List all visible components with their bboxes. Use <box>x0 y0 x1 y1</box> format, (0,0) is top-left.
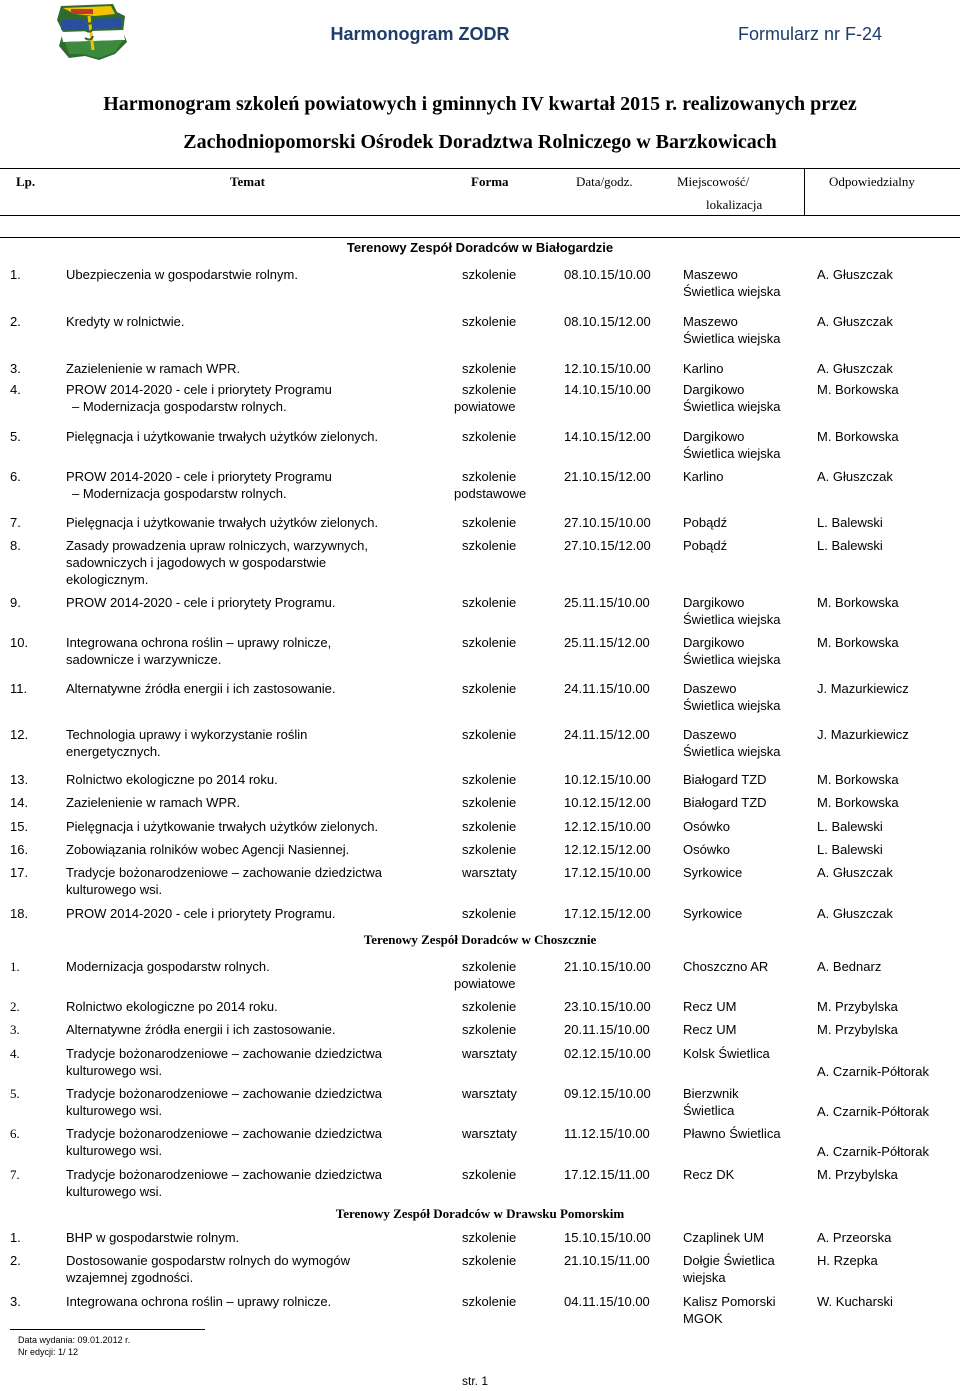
row-topic: – Modernizacja gospodarstw rolnych. <box>72 486 287 501</box>
row-number: 15. <box>10 819 29 834</box>
row-date: 17.12.15/12.00 <box>564 906 651 921</box>
row-number: 2. <box>10 314 21 329</box>
row-topic: Kredyty w rolnictwie. <box>66 314 185 329</box>
row-date: 25.11.15/12.00 <box>564 635 650 650</box>
row-location: Świetlica wiejska <box>683 652 781 667</box>
zodr-logo-icon <box>55 2 130 62</box>
row-date: 24.11.15/12.00 <box>564 727 650 742</box>
row-responsible: M. Borkowska <box>817 635 899 650</box>
row-location: Syrkowice <box>683 865 743 880</box>
row-date: 15.10.15/10.00 <box>564 1230 651 1245</box>
row-number: 13. <box>10 772 29 787</box>
row-form: szkolenie <box>462 727 517 742</box>
row-date: 14.10.15/10.00 <box>564 382 651 397</box>
row-topic: Rolnictwo ekologiczne po 2014 roku. <box>66 999 278 1014</box>
row-number: 4. <box>10 382 21 397</box>
row-topic: Modernizacja gospodarstw rolnych. <box>66 959 270 974</box>
row-topic: kulturowego wsi. <box>66 1063 163 1078</box>
row-topic: PROW 2014-2020 - cele i priorytety Programu. <box>66 595 336 610</box>
row-topic: PROW 2014-2020 - cele i priorytety Programu <box>66 382 332 397</box>
row-date: 12.12.15/12.00 <box>564 842 651 857</box>
row-responsible: L. Balewski <box>817 819 883 834</box>
page-number: str. 1 <box>462 1374 489 1388</box>
row-date: 20.11.15/10.00 <box>564 1022 650 1037</box>
row-topic: energetycznych. <box>66 744 161 759</box>
row-responsible: L. Balewski <box>817 538 883 553</box>
row-form: warsztaty <box>462 1086 517 1101</box>
row-location: Maszewo <box>683 314 738 329</box>
row-form: szkolenie <box>462 267 517 282</box>
row-location: Kalisz Pomorski <box>683 1294 776 1309</box>
row-form: szkolenie <box>462 469 517 484</box>
column-header-lp: Lp. <box>16 174 36 189</box>
row-location: Świetlica <box>683 1103 735 1118</box>
footer-edition: Nr edycji: 1/ 12 <box>18 1347 79 1357</box>
row-topic: Pielęgnacja i użytkowanie trwałych użytków zielonych. <box>66 819 379 834</box>
row-form: szkolenie <box>462 314 517 329</box>
row-topic: Integrowana ochrona roślin – uprawy rolnicze. <box>66 1294 332 1309</box>
row-date: 25.11.15/10.00 <box>564 595 650 610</box>
row-location: Recz UM <box>683 1022 737 1037</box>
row-location: Białogard TZD <box>683 795 767 810</box>
row-responsible: A. Głuszczak <box>817 314 893 329</box>
row-location: Maszewo <box>683 267 738 282</box>
row-form: szkolenie <box>462 595 517 610</box>
row-topic: Alternatywne źródła energii i ich zastosowanie. <box>66 681 336 696</box>
row-date: 04.11.15/10.00 <box>564 1294 650 1309</box>
row-topic: Pielęgnacja i użytkowanie trwałych użytków zielonych. <box>66 429 379 444</box>
row-location: Świetlica wiejska <box>683 399 781 414</box>
row-responsible: J. Mazurkiewicz <box>817 727 909 742</box>
row-number: 14. <box>10 795 29 810</box>
row-date: 11.12.15/10.00 <box>564 1126 650 1141</box>
row-topic: kulturowego wsi. <box>66 882 163 897</box>
row-topic: Tradycje bożonarodzeniowe – zachowanie dziedzictwa <box>66 1086 383 1101</box>
row-form: szkolenie <box>462 635 517 650</box>
section-top-border <box>0 237 960 238</box>
row-location: Karlino <box>683 469 724 484</box>
row-responsible: A. Czarnik-Półtorak <box>817 1104 929 1119</box>
footer-rule <box>10 1329 205 1330</box>
row-topic: Dostosowanie gospodarstw rolnych do wymogów <box>66 1253 350 1268</box>
row-date: 27.10.15/12.00 <box>564 538 651 553</box>
row-form: warsztaty <box>462 1046 517 1061</box>
row-location: Świetlica wiejska <box>683 331 781 346</box>
row-topic: BHP w gospodarstwie rolnym. <box>66 1230 240 1245</box>
row-location: Świetlica wiejska <box>683 744 781 759</box>
row-location: wiejska <box>683 1270 726 1285</box>
row-date: 02.12.15/10.00 <box>564 1046 651 1061</box>
row-form: szkolenie <box>462 429 517 444</box>
row-topic: Integrowana ochrona roślin – uprawy rolnicze, <box>66 635 332 650</box>
row-topic: Zazielenienie w ramach WPR. <box>66 361 241 376</box>
row-topic: kulturowego wsi. <box>66 1103 163 1118</box>
row-date: 14.10.15/12.00 <box>564 429 651 444</box>
row-responsible: W. Kucharski <box>817 1294 893 1309</box>
row-location: Choszczno AR <box>683 959 769 974</box>
row-date: 21.10.15/11.00 <box>564 1253 650 1268</box>
row-form: szkolenie <box>462 819 517 834</box>
row-date: 24.11.15/10.00 <box>564 681 650 696</box>
row-form: warsztaty <box>462 1126 517 1141</box>
row-location: Dargikowo <box>683 595 745 610</box>
row-topic: PROW 2014-2020 - cele i priorytety Programu <box>66 469 332 484</box>
row-responsible: M. Borkowska <box>817 382 899 397</box>
row-form: szkolenie <box>462 1022 517 1037</box>
row-responsible: H. Rzepka <box>817 1253 878 1268</box>
row-form: szkolenie <box>462 999 517 1014</box>
row-responsible: M. Przybylska <box>817 999 898 1014</box>
row-date: 12.10.15/10.00 <box>564 361 651 376</box>
row-location: Świetlica wiejska <box>683 284 781 299</box>
row-location: Kolsk Świetlica <box>683 1046 770 1061</box>
row-form: szkolenie <box>462 361 517 376</box>
document-header <box>0 0 960 64</box>
row-form: szkolenie <box>462 795 517 810</box>
row-responsible: L. Balewski <box>817 515 883 530</box>
row-form: szkolenie <box>462 382 517 397</box>
row-responsible: A. Głuszczak <box>817 865 893 880</box>
row-responsible: M. Borkowska <box>817 429 899 444</box>
row-topic: sadownicze i warzywnicze. <box>66 652 222 667</box>
table-header-bottom-border <box>0 215 960 216</box>
row-location: Osówko <box>683 819 730 834</box>
row-number: 3. <box>10 361 21 376</box>
row-responsible: A. Czarnik-Półtorak <box>817 1064 929 1079</box>
column-header-odpowiedzialny: Odpowiedzialny <box>829 174 915 189</box>
row-date: 21.10.15/10.00 <box>564 959 651 974</box>
row-topic: wzajemnej zgodności. <box>66 1270 194 1285</box>
header-title: Harmonogram ZODR <box>330 24 510 44</box>
row-topic: Tradycje bożonarodzeniowe – zachowanie dziedzictwa <box>66 865 383 880</box>
row-number: 4. <box>10 1046 20 1061</box>
row-number: 5. <box>10 429 21 444</box>
row-location: Świetlica wiejska <box>683 612 781 627</box>
row-number: 7. <box>10 515 21 530</box>
row-topic: Tradycje bożonarodzeniowe – zachowanie dziedzictwa <box>66 1046 383 1061</box>
row-number: 5. <box>10 1086 20 1101</box>
row-number: 2. <box>10 999 20 1014</box>
row-number: 6. <box>10 1126 20 1141</box>
row-date: 08.10.15/12.00 <box>564 314 651 329</box>
row-responsible: A. Bednarz <box>817 959 882 974</box>
row-form: szkolenie <box>462 1253 517 1268</box>
row-topic: Tradycje bożonarodzeniowe – zachowanie dziedzictwa <box>66 1167 383 1182</box>
row-responsible: A. Głuszczak <box>817 469 893 484</box>
row-form: warsztaty <box>462 865 517 880</box>
row-number: 3. <box>10 1294 21 1309</box>
row-form: szkolenie <box>462 906 517 921</box>
row-location: Recz UM <box>683 999 737 1014</box>
row-responsible: M. Borkowska <box>817 772 899 787</box>
row-location: Osówko <box>683 842 730 857</box>
row-location: Daszewo <box>683 681 737 696</box>
row-number: 1. <box>10 959 20 974</box>
column-divider <box>804 168 805 215</box>
row-location: Syrkowice <box>683 906 743 921</box>
row-location: Bierzwnik <box>683 1086 739 1101</box>
row-location: Pobądź <box>683 515 728 530</box>
column-header-miejsce-line-1: Miejscowość/ <box>677 174 750 189</box>
row-location: Daszewo <box>683 727 737 742</box>
row-date: 27.10.15/10.00 <box>564 515 651 530</box>
row-topic: Rolnictwo ekologiczne po 2014 roku. <box>66 772 278 787</box>
row-responsible: L. Balewski <box>817 842 883 857</box>
column-header-forma: Forma <box>471 174 509 189</box>
row-number: 9. <box>10 595 21 610</box>
row-form: szkolenie <box>462 959 517 974</box>
row-topic: kulturowego wsi. <box>66 1143 163 1158</box>
row-topic: PROW 2014-2020 - cele i priorytety Programu. <box>66 906 336 921</box>
row-topic: Zobowiązania rolników wobec Agencji Nasiennej. <box>66 842 350 857</box>
row-location: Świetlica wiejska <box>683 446 781 461</box>
section-heading-bialogard: Terenowy Zespół Doradców w Białogardzie <box>346 240 614 255</box>
row-responsible: A. Głuszczak <box>817 267 893 282</box>
row-responsible: M. Przybylska <box>817 1022 898 1037</box>
row-date: 10.12.15/10.00 <box>564 772 651 787</box>
footer-issue-date: Data wydania: 09.01.2012 r. <box>18 1335 131 1345</box>
row-location: Czaplinek UM <box>683 1230 764 1245</box>
row-location: Świetlica wiejska <box>683 698 781 713</box>
row-form: szkolenie <box>462 681 517 696</box>
row-location: Recz DK <box>683 1167 735 1182</box>
row-location: Dargikowo <box>683 429 745 444</box>
row-topic: Zasady prowadzenia upraw rolniczych, warzywnych, <box>66 538 369 553</box>
row-location: Dargikowo <box>683 635 745 650</box>
document-title-line-1: Harmonogram szkoleń powiatowych i gminnych IV kwartał 2015 r. realizowanych przez <box>103 93 857 115</box>
form-number: Formularz nr F-24 <box>737 24 883 44</box>
row-topic: – Modernizacja gospodarstw rolnych. <box>72 399 287 414</box>
row-number: 16. <box>10 842 29 857</box>
row-topic: ekologicznym. <box>66 572 149 587</box>
row-location: Dołgie Świetlica <box>683 1253 775 1268</box>
column-header-data: Data/godz. <box>576 174 633 189</box>
row-responsible: A. Przeorska <box>817 1230 892 1245</box>
row-number: 3. <box>10 1022 20 1037</box>
column-header-temat: Temat <box>230 174 265 189</box>
row-responsible: A. Głuszczak <box>817 361 893 376</box>
row-date: 17.12.15/10.00 <box>564 865 651 880</box>
row-number: 18. <box>10 906 29 921</box>
row-date: 21.10.15/12.00 <box>564 469 651 484</box>
document-title-line-2: Zachodniopomorski Ośrodek Doradztwa Rolniczego w Barzkowicach <box>183 131 777 153</box>
row-number: 2. <box>10 1253 21 1268</box>
row-responsible: A. Głuszczak <box>817 906 893 921</box>
row-form: szkolenie <box>462 772 517 787</box>
table-top-border <box>0 168 960 169</box>
row-date: 10.12.15/12.00 <box>564 795 651 810</box>
row-date: 09.12.15/10.00 <box>564 1086 651 1101</box>
row-form: szkolenie <box>462 515 517 530</box>
row-location: Pobądź <box>683 538 728 553</box>
row-location: Pławno Świetlica <box>683 1126 781 1141</box>
row-topic: Zazielenienie w ramach WPR. <box>66 795 241 810</box>
row-responsible: M. Borkowska <box>817 795 899 810</box>
row-number: 10. <box>10 635 29 650</box>
row-location: MGOK <box>683 1311 723 1326</box>
row-form: szkolenie <box>462 1294 517 1309</box>
row-form: powiatowe <box>454 399 516 414</box>
row-topic: kulturowego wsi. <box>66 1184 163 1199</box>
row-date: 23.10.15/10.00 <box>564 999 651 1014</box>
row-number: 8. <box>10 538 21 553</box>
row-topic: Technologia uprawy i wykorzystanie roślin <box>66 727 308 742</box>
row-number: 11. <box>10 681 28 696</box>
row-topic: Tradycje bożonarodzeniowe – zachowanie dziedzictwa <box>66 1126 383 1141</box>
row-date: 12.12.15/10.00 <box>564 819 651 834</box>
row-form: powiatowe <box>454 976 516 991</box>
row-topic: Pielęgnacja i użytkowanie trwałych użytków zielonych. <box>66 515 379 530</box>
row-topic: Alternatywne źródła energii i ich zastosowanie. <box>66 1022 336 1037</box>
row-form: szkolenie <box>462 538 517 553</box>
row-location: Dargikowo <box>683 382 745 397</box>
row-number: 1. <box>10 267 21 282</box>
row-responsible: M. Borkowska <box>817 595 899 610</box>
section-heading-choszczno: Terenowy Zespół Doradców w Choszcznie <box>363 932 597 947</box>
row-responsible: J. Mazurkiewicz <box>817 681 909 696</box>
row-number: 17. <box>10 865 29 880</box>
row-date: 17.12.15/11.00 <box>564 1167 650 1182</box>
row-responsible: A. Czarnik-Półtorak <box>817 1144 929 1159</box>
row-number: 6. <box>10 469 21 484</box>
row-form: szkolenie <box>462 1167 517 1182</box>
row-form: podstawowe <box>454 486 527 501</box>
row-number: 7. <box>10 1167 20 1182</box>
section-heading-drawsko: Terenowy Zespół Doradców w Drawsku Pomorskim <box>335 1206 625 1221</box>
row-location: Białogard TZD <box>683 772 767 787</box>
row-topic: sadowniczych i jagodowych w gospodarstwie <box>66 555 327 570</box>
row-date: 08.10.15/10.00 <box>564 267 651 282</box>
column-header-miejsce-line-2: lokalizacja <box>706 197 763 212</box>
row-form: szkolenie <box>462 842 517 857</box>
row-location: Karlino <box>683 361 724 376</box>
row-topic: Ubezpieczenia w gospodarstwie rolnym. <box>66 267 298 282</box>
row-number: 1. <box>10 1230 21 1245</box>
row-form: szkolenie <box>462 1230 517 1245</box>
row-responsible: M. Przybylska <box>817 1167 898 1182</box>
row-number: 12. <box>10 727 29 742</box>
